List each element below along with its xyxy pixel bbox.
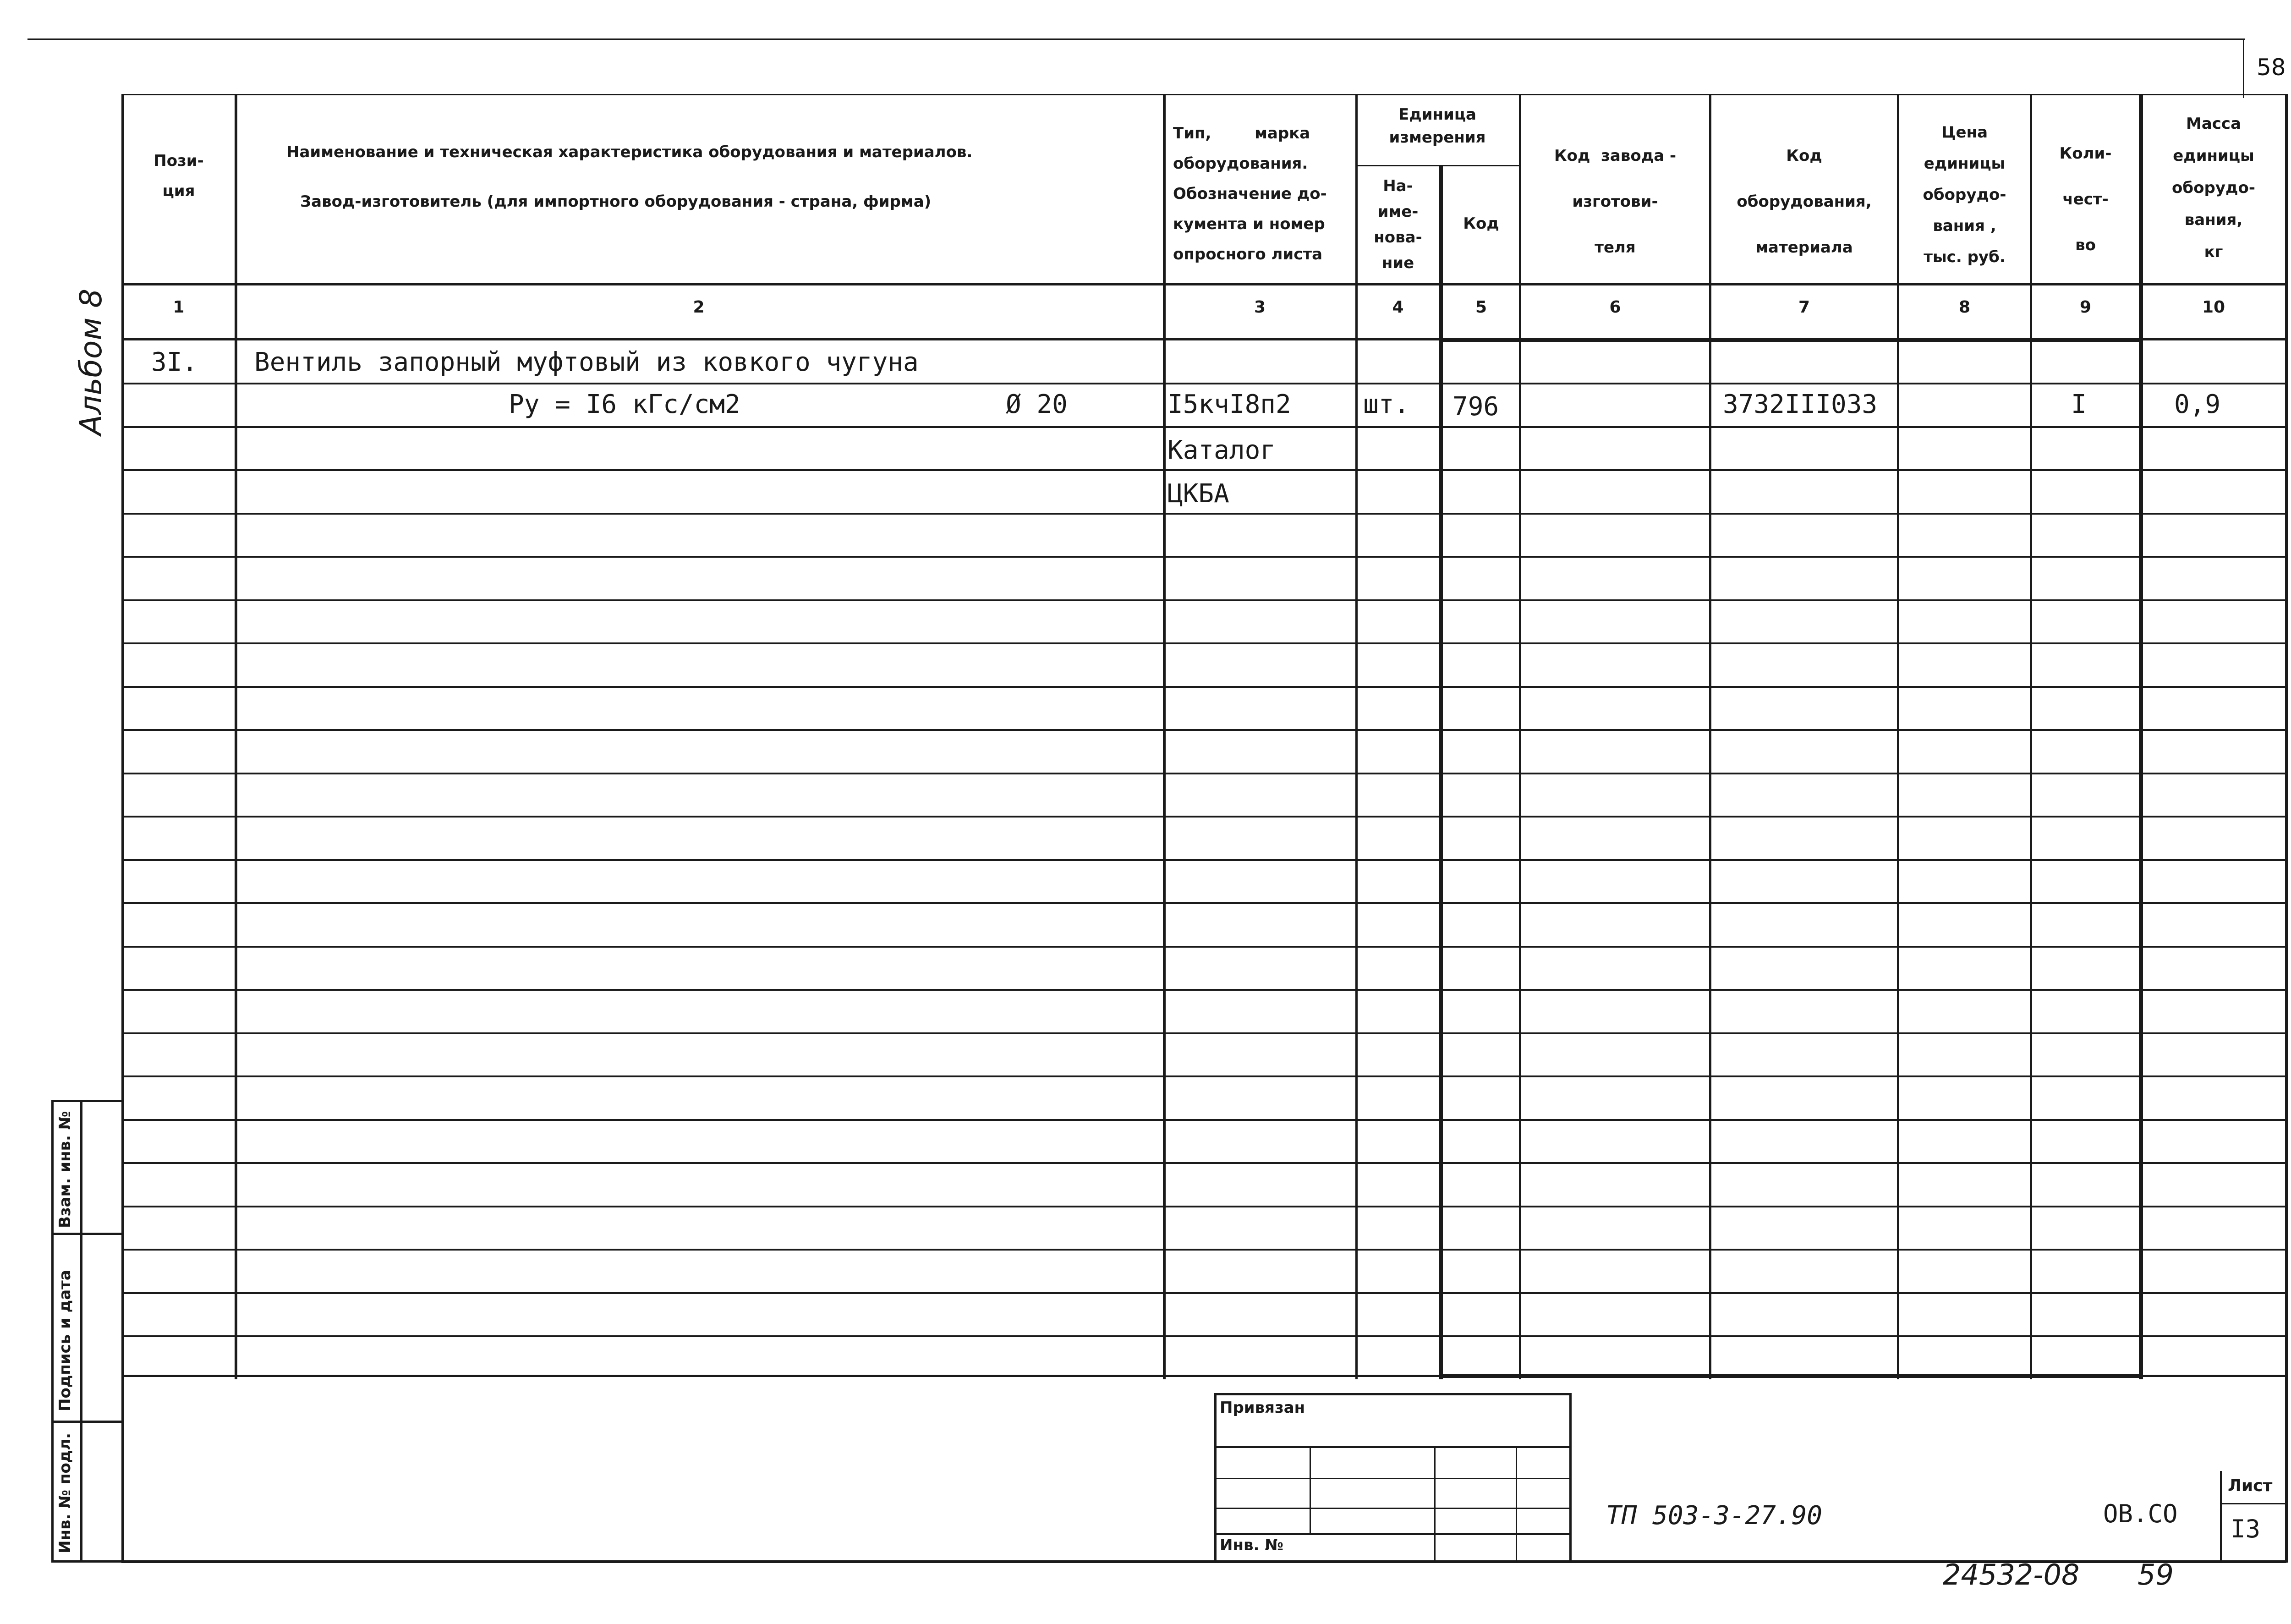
tb-vline-3 (1516, 1446, 1517, 1560)
tb-line-4 (1214, 1533, 1572, 1535)
row-separator (121, 469, 2286, 471)
row-separator (121, 859, 2286, 861)
col-divider-7 (1897, 94, 1899, 1379)
row-separator (121, 902, 2286, 904)
row-separator (121, 426, 2286, 428)
row-separator (121, 1032, 2286, 1034)
header-col2-line2: Завод-изготовитель (для импортного оборудования - страна, фирма) (300, 192, 932, 211)
header-col9: Коли- чест- во (2059, 144, 2112, 254)
col-divider-6 (1709, 94, 1711, 1379)
row1-name: Вентиль запорный муфтовый из ковкого чугуна (254, 347, 919, 377)
doc-suffix: ОВ.СО (2103, 1499, 2178, 1528)
col-number-2: 2 (693, 298, 705, 317)
inv-no-label: Инв. № (1220, 1536, 1284, 1554)
archive-number: 24532-08 (1943, 1558, 2080, 1591)
row-separator (121, 513, 2286, 515)
row-separator (121, 816, 2286, 817)
col-divider-8 (2030, 94, 2032, 1379)
side-stamp-split-1 (51, 1233, 124, 1235)
col-number-8: 8 (1958, 298, 1971, 317)
row-separator (121, 773, 2286, 774)
tb-line-2 (1214, 1478, 1572, 1479)
col-number-6: 6 (1609, 298, 1621, 317)
tb-vline-1 (1310, 1446, 1311, 1533)
col-number-7: 7 (1798, 298, 1810, 317)
privyazan-label: Привязан (1220, 1399, 1305, 1417)
col-divider-3 (1355, 94, 1358, 1379)
col-divider-2 (1163, 94, 1166, 1379)
header-col3: Тип, марка оборудования. Обозначение до- кумента и номер опросного листа (1173, 124, 1327, 263)
col-number-4: 4 (1392, 298, 1404, 317)
list-box-split (2220, 1503, 2286, 1504)
row-separator (121, 686, 2286, 688)
row4-type: ЦКБА (1167, 479, 1229, 509)
doc-code: ТП 503-3-27.90 (1606, 1501, 1823, 1531)
title-block-privyazan (1214, 1393, 1572, 1560)
header-col6: Код завода - изготови- теля (1554, 147, 1677, 257)
row-separator (121, 729, 2286, 731)
row2-unit: шт. (1363, 390, 1410, 419)
row2-type: I5кчI8п2 (1167, 390, 1291, 419)
list-label: Лист (2228, 1476, 2273, 1495)
header-col7: Код оборудования, материала (1737, 147, 1872, 257)
thick-box-top (1439, 338, 2143, 342)
rows-bottom-line (121, 1375, 2286, 1377)
col-divider-9 (2139, 94, 2143, 1379)
header-bottom-line (121, 283, 2286, 285)
side-stamp-inner-left (80, 1100, 82, 1563)
col-number-9: 9 (2079, 298, 2092, 317)
header-col5: Код (1463, 214, 1499, 233)
stamp-podpis-data: Подпись и дата (56, 1270, 74, 1411)
top-border-line (27, 38, 2245, 40)
col-number-10: 10 (2202, 298, 2225, 317)
col-number-5: 5 (1475, 298, 1487, 317)
row2-diameter: Ø 20 (1006, 390, 1068, 419)
row-separator (121, 1249, 2286, 1251)
row2-material: 3732III033 (1723, 390, 1878, 419)
side-stamp-outer-left (51, 1100, 54, 1563)
tb-vline-2 (1434, 1446, 1436, 1560)
sheet-number-top: 58 (2257, 54, 2286, 81)
side-stamp-split-2 (51, 1421, 124, 1423)
col-divider-4 (1439, 165, 1443, 1379)
row-separator (121, 642, 2286, 644)
unit-group-split (1355, 165, 1519, 166)
row-separator (121, 383, 2286, 384)
col-number-1: 1 (173, 298, 185, 317)
row-separator (121, 1075, 2286, 1077)
table-top-border (121, 94, 2286, 95)
row2-qty: I (2071, 390, 2087, 419)
row-separator (121, 1162, 2286, 1164)
header-col1: Пози- ция (153, 152, 204, 200)
header-unit-group: Единица измерения (1389, 105, 1486, 147)
row-separator (121, 1335, 2286, 1337)
stamp-vzam-inv: Взам. инв. № (56, 1111, 74, 1228)
row-separator (121, 556, 2286, 558)
tb-line-3 (1214, 1508, 1572, 1509)
row-separator (121, 1292, 2286, 1294)
col-number-3: 3 (1254, 298, 1266, 317)
side-stamp-bottom (51, 1560, 124, 1563)
table-right-border (2285, 94, 2288, 1563)
row2-mass: 0,9 (2174, 390, 2221, 419)
page-number-box-left (2243, 38, 2244, 98)
row-separator (121, 1119, 2286, 1121)
row-separator (121, 1206, 2286, 1207)
row3-type: Каталог (1167, 435, 1276, 465)
col-divider-5 (1519, 94, 1521, 1379)
row-separator (121, 989, 2286, 991)
album-label: Альбом 8 (73, 288, 109, 435)
side-stamp-top (51, 1100, 124, 1102)
row2-code: 796 (1452, 392, 1499, 422)
row1-position: 3I. (151, 347, 198, 377)
header-col4: На- име- нова- ние (1374, 177, 1422, 272)
row-separator (121, 946, 2286, 948)
stamp-inv-podl: Инв. № подл. (56, 1432, 74, 1553)
list-value: I3 (2231, 1514, 2261, 1543)
row-separator (121, 599, 2286, 601)
tb-line-1 (1214, 1446, 1572, 1448)
col-divider-1 (235, 94, 237, 1379)
header-col2-line1: Наименование и техническая характеристика оборудования и материалов. (286, 143, 973, 161)
row2-name: Ру = I6 кГс/см2 (509, 390, 740, 419)
header-col10: Масса единицы оборудо- вания, кг (2172, 115, 2255, 261)
footer-page-number: 59 (2138, 1558, 2174, 1591)
header-col8: Цена единицы оборудо- вания , тыс. руб. (1923, 123, 2006, 266)
